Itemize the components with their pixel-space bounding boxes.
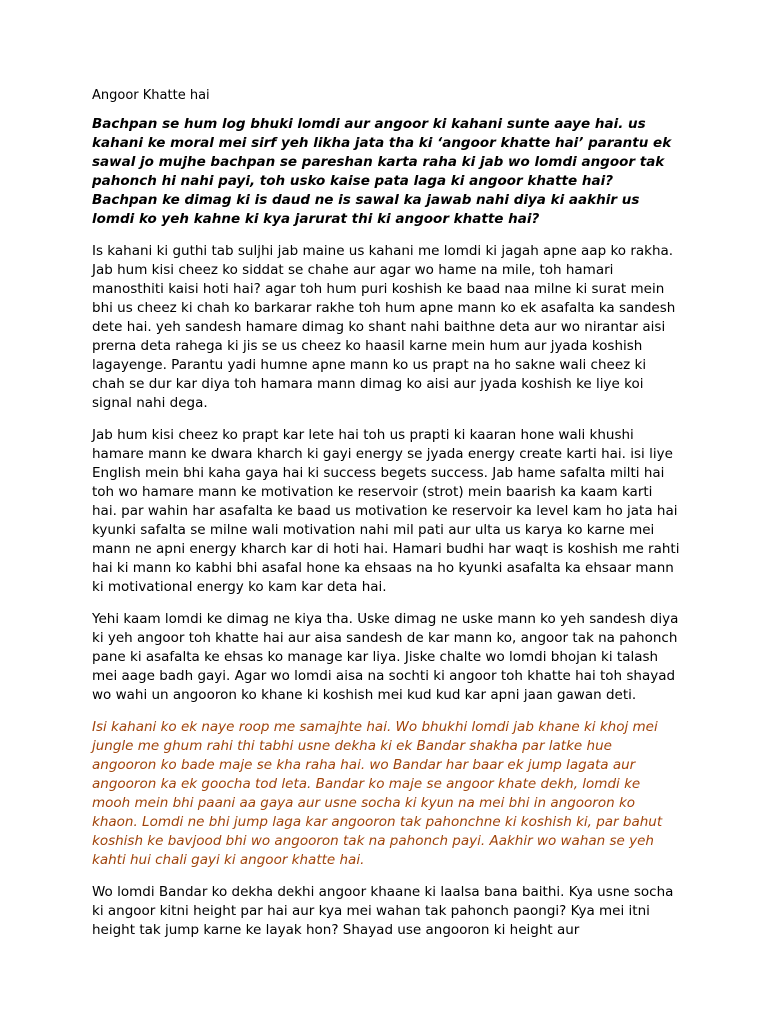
- body-paragraph-3: Yehi kaam lomdi ke dimag ne kiya tha. Uske dimag ne uske mann ko yeh sandesh diya ki yeh angoor toh khatte hai aur aisa sandesh de kar mann ko, angoor tak na pahonch pane ki asafalta ke ehsas ko manage kar liya. Jiske chalte wo lomdi bhojan ki talash mei aage badh gayi. Agar wo lomdi aisa na sochti ki angoor toh khatte hai toh shayad wo wahi un angooron ko khane ki koshish mei kud kud kar apni jaan gawan deti.: [92, 611, 679, 703]
- document-title: Angoor Khatte hai: [92, 88, 210, 103]
- document-page: [92, 87, 680, 953]
- body-paragraph-4: Wo lomdi Bandar ko dekha dekhi angoor khaane ki laalsa bana baithi. Kya usne socha ki angoor kitni height par hai aur kya mei wahan tak pahonch paongi? Kya mei itni height tak jump karne ke layak hon? Shayad use angooron ki height aur: [92, 884, 674, 938]
- intro-paragraph: Bachpan se hum log bhuki lomdi aur angoor ki kahani sunte aaye hai. us kahani ke moral mei sirf yeh likha jata tha ki ‘angoor khatte hai’ parantu ek sawal jo mujhe bachpan se pareshan karta raha ki jab wo lomdi angoor tak pahonch hi nahi payi, toh usko kaise pata laga ki angoor khatte hai? Bachpan ke dimag ki is daud ne is sawal ka jawab nahi diya ki aakhir us lomdi ko yeh kahne ki kya jarurat thi ki angoor khatte hai?: [92, 116, 672, 227]
- story-paragraph: Isi kahani ko ek naye roop me samajhte hai. Wo bhukhi lomdi jab khane ki khoj mei jungle me ghum rahi thi tabhi usne dekha ki ek Bandar shakha par latke hue angooron ko bade maje se kha raha hai. wo Bandar har baar ek jump lagata aur angooron ka ek goocha tod leta. Bandar ko maje se angoor khate dekh, lomdi ke mooh mein bhi paani aa gaya aur usne socha ki kyun na mei bhi in angooron ko khaon. Lomdi ne bhi jump laga kar angooron tak pahonchne ki koshish ki, par bahut koshish ke bavjood bhi wo angooron tak na pahonch payi. Aakhir wo wahan se yeh kahti hui chali gayi ki angoor khatte hai.: [92, 719, 663, 868]
- body-paragraph-1: Is kahani ki guthi tab sulјhi jab maine us kahani me lomdi ki jagah apne aap ko rakha. Jab hum kisi cheez ko siddat se chahe aur agar wo hame na mile, toh hamari manosthiti kaisi hoti hai? agar toh hum puri koshish ke baad naa milne ki surat mein bhi us cheez ki chah ko barkarar rakhe toh hum apne mann ko ek asafalta ka sandesh dete hai. yeh sandesh hamare dimag ko shant nahi baithne deta aur wo nirantar aisi prerna deta rahega ki jis se us cheez ko haasil karne mein hum aur jyada koshish lagayenge. Parantu yadi humne apne mann ko us prapt na ho sakne wali cheez ki chah se dur kar diya toh hamara mann dimag ko aisi aur jyada koshish ke liye koi signal nahi dega.: [92, 243, 676, 411]
- body-paragraph-2: Jab hum kisi cheez ko prapt kar lete hai toh us prapti ki kaaran hone wali khushi hamare mann ke dwara kharch ki gayi energy se jyada energy create karti hai. isi liye English mein bhi kaha gaya hai ki success begets success. Jab hame safalta milti hai toh wo hamare mann ke motivation ke reservoir (strot) mein baarish ka kaam karti hai. par wahin har asafalta ke baad us motivation ke reservoir ka level kam ho jata hai kyunki safalta se milne wali motivation nahi mil pati aur ulta us karya ko karne mei mann ne apni energy kharch kar di hoti hai. Hamari budhi har waqt is koshish me rahti hai ki mann ko kabhi bhi asafal hone ka ehsaas na ho kyunki asafalta ka ehsaar mann ki motivational energy ko kam kar deta hai.: [92, 427, 680, 595]
